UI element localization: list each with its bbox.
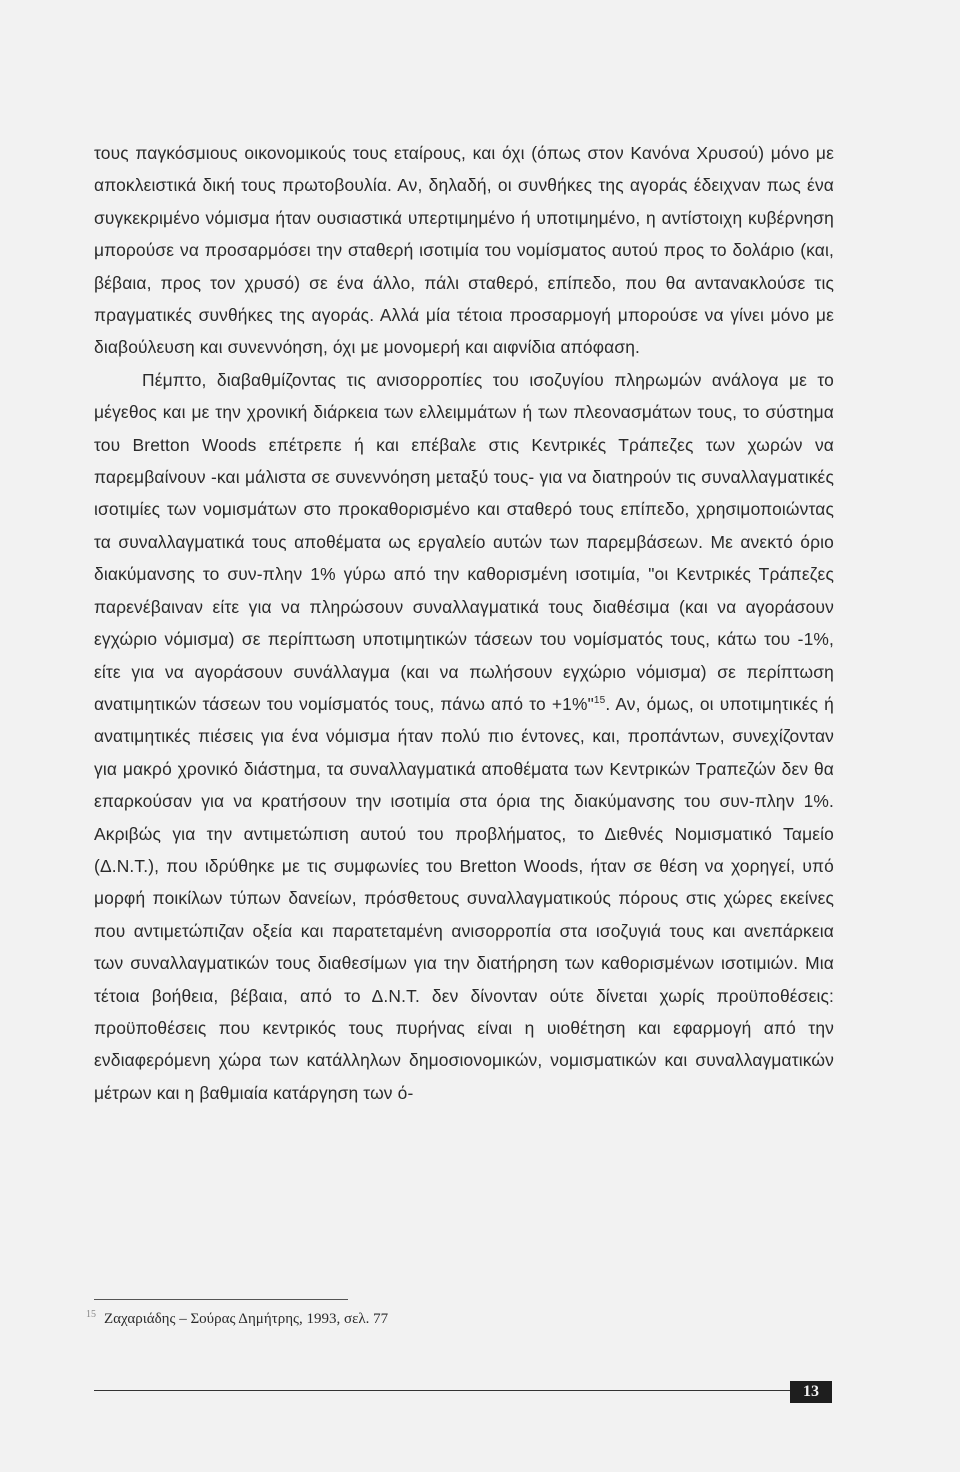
body-text (94, 137, 834, 1109)
footnote-separator (94, 1299, 348, 1300)
bottom-rule (94, 1390, 792, 1391)
paragraph-text: Πέμπτο, διαβαθμίζοντας τις ανισορροπίες του ισοζυγίου πληρωμών ανάλογα με το μέγεθος και με την χρονική διάρκεια των ελλειμμάτων ή των πλεονασμάτων τους, το σύστημα του Bretton Woods επέτρεπε ή και επέβαλε στις Κεντρικές Τράπεζες των χωρών να παρεμβαίνουν -και μάλιστα σε συνεννόηση μεταξύ τους- για να διατηρούν τις συναλλαγματικές ισοτιμίες των νομισμάτων στο προκαθορισμένο και σταθερό τους επίπεδο, χρησιμοποιώντας τα συναλλαγματικά τους αποθέματα ως εργαλείο αυτών των παρεμβάσεων. Με ανεκτό όριο διακύμανσης το συν-πλην 1% γύρω από την καθορισμένη ισοτιμία, "οι Κεντρικές Τράπεζες παρενέβαιναν είτε για να πληρώσουν συναλλαγματικά τους διαθέσιμα (και να αγοράσουν εγχώριο νόμισμα) σε περίπτωση υποτιμητικών τάσεων του νομίσματός τους, κάτω του -1%, είτε για να αγοράσουν συνάλλαγμα (και να πωλήσουν εγχώριο νόμισμα) σε περίπτωση ανατιμητικών τάσεων του νομίσματός τους, πάνω από το +1%" (94, 369, 834, 714)
page-number: 13 (790, 1381, 832, 1403)
footnote-marker: 15 (86, 1309, 96, 1320)
footnote-text: Ζαχαριάδης – Σούρας Δημήτρης, 1993, σελ. 77 (104, 1311, 389, 1327)
footnote (86, 1309, 388, 1328)
paragraph (94, 364, 834, 1109)
footnote-reference: 15 (593, 695, 606, 707)
paragraph: τους παγκόσμιους οικονομικούς τους εταίρους, και όχι (όπως στον Κανόνα Χρυσού) μόνο με αποκλειστικά δική τους πρωτοβουλία. Αν, δηλαδή, οι συνθήκες της αγοράς έδειχναν πως ένα συγκεκριμένο νόμισμα ήταν ουσιαστικά υπερτιμημένο ή υποτιμημένο, η αντίστοιχη κυβέρνηση μπορούσε να προσαρμόσει την σταθερή ισοτιμία του νομίσματος αυτού προς το δολάριο (και, βέβαια, προς τον χρυσό) σε ένα άλλο, πάλι σταθερό, επίπεδο, που θα αντανακλούσε τις πραγματικές συνθήκες της αγοράς. Αλλά μία τέτοια προσαρμογή μπορούσε να γίνει μόνο με διαβούλευση και συνεννόηση, όχι με μονομερή και αιφνίδια απόφαση. (94, 143, 834, 358)
paragraph-text: . Αν, όμως, οι υποτιμητικές ή ανατιμητικές πιέσεις για ένα νόμισμα ήταν πολύ πιο έντονες, και, προπάντων, συνεχίζονταν για μακρό χρονικό διάστημα, τα συναλλαγματικά αποθέματα των Κεντρικών Τραπεζών δεν θα επαρκούσαν για να κρατήσουν την ισοτιμία στα όρια της διακύμανσης του συν-πλην 1%. Ακριβώς για την αντιμετώπιση αυτού του προβλήματος, το Διεθνές Νομισματικό Ταμείο (Δ.Ν.Τ.), που ιδρύθηκε με τις συμφωνίες του Bretton Woods, ήταν σε θέση να χορηγεί, υπό μορφή ποικίλων τύπων δανείων, πρόσθετους συναλλαγματικούς πόρους στις χώρες εκείνες που αντιμετώπιζαν οξεία και παρατεταμένη ανισορροπία στα ισοζυγιά τους και ανεπάρκεια των συναλλαγματικών τους διαθεσίμων για την διατήρηση των καθορισμένων ισοτιμιών. Μια τέτοια βοήθεια, βέβαια, από το Δ.Ν.Τ. δεν δίνονταν ούτε δίνεται χωρίς προϋποθέσεις: προϋποθέσεις που κεντρικός τους πυρήνας είναι η υιοθέτηση και εφαρμογή από την ενδιαφερόμενη χώρα των κατάλληλων δημοσιονομικών, νομισματικών και συναλλαγματικών μέτρων και η βαθμιαία κατάργηση των ό- (94, 693, 834, 1103)
